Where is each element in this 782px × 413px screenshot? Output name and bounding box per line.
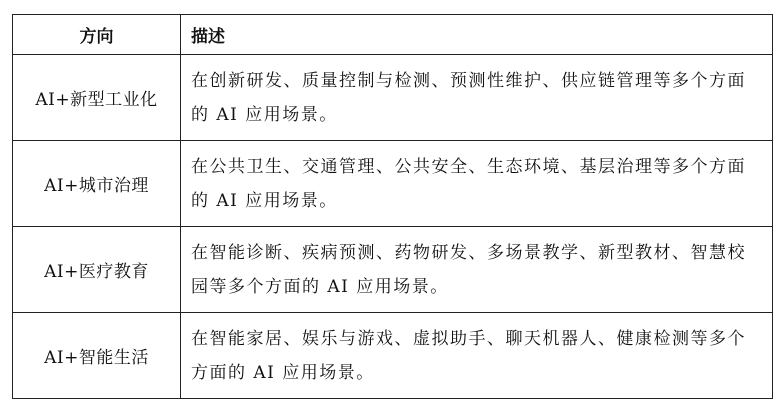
row-direction: AI+新型工业化 [13, 55, 181, 141]
row-description: 在公共卫生、交通管理、公共安全、生态环境、基层治理等多个方面的 AI 应用场景。 [181, 141, 773, 227]
table-row [13, 227, 773, 313]
header-description: 描述 [181, 15, 773, 55]
table-row [13, 141, 773, 227]
table-header [13, 15, 773, 55]
table-row [13, 55, 773, 141]
header-direction: 方向 [13, 15, 181, 55]
row-direction: AI+智能生活 [13, 313, 181, 399]
row-description: 在创新研发、质量控制与检测、预测性维护、供应链管理等多个方面的 AI 应用场景。 [181, 55, 773, 141]
row-description: 在智能诊断、疾病预测、药物研发、多场景教学、新型教材、智慧校园等多个方面的 AI 应用场景。 [181, 227, 773, 313]
header-row [13, 15, 773, 55]
row-direction: AI+城市治理 [13, 141, 181, 227]
row-description: 在智能家居、娱乐与游戏、虚拟助手、聊天机器人、健康检测等多个方面的 AI 应用场景。 [181, 313, 773, 399]
row-direction: AI+医疗教育 [13, 227, 181, 313]
table-body [13, 55, 773, 399]
ai-application-table [12, 14, 773, 399]
table-row [13, 313, 773, 399]
